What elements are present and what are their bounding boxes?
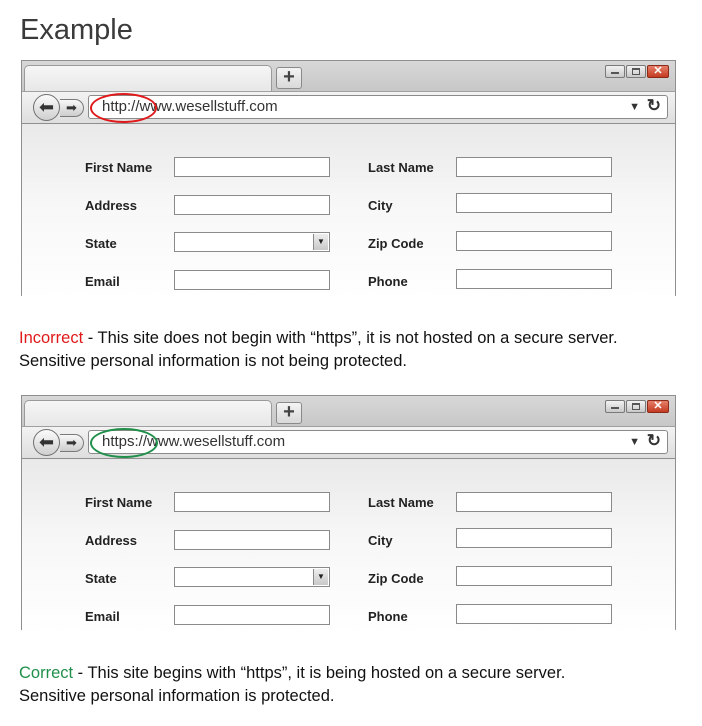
caption-text: - This site begins with “https”, it is being hosted on a secure server.	[73, 664, 566, 682]
zip-code-input[interactable]	[456, 566, 612, 586]
torn-edge	[21, 288, 676, 300]
phone-label: Phone	[368, 609, 408, 624]
chevron-down-icon[interactable]: ▼	[629, 101, 640, 113]
caption-text-2: Sensitive personal information is protected.	[19, 687, 335, 705]
minimize-button[interactable]	[605, 65, 625, 78]
caption-text: - This site does not begin with “https”, it is not hosted on a secure server.	[83, 329, 618, 347]
first-name-input[interactable]	[174, 492, 330, 512]
new-tab-button[interactable]: +	[276, 402, 302, 424]
maximize-icon	[632, 403, 640, 410]
back-button[interactable]	[33, 429, 60, 456]
phone-label: Phone	[368, 274, 408, 289]
last-name-input[interactable]	[456, 492, 612, 512]
forward-arrow-icon: ➡	[66, 435, 77, 450]
chevron-down-icon[interactable]: ▼	[313, 569, 328, 585]
back-arrow-icon: ⬅	[38, 97, 55, 117]
last-name-label: Last Name	[368, 160, 434, 175]
maximize-button[interactable]	[626, 65, 646, 78]
window-controls	[604, 400, 669, 413]
address-bar[interactable]	[88, 95, 668, 119]
protocol-highlight-circle	[90, 93, 157, 123]
address-input[interactable]	[174, 530, 330, 550]
phone-input[interactable]	[456, 269, 612, 289]
city-input[interactable]	[456, 193, 612, 213]
page-content	[21, 124, 676, 300]
page-content	[21, 459, 676, 635]
url-text: https://www.wesellstuff.com	[102, 433, 286, 450]
address-label: Address	[85, 198, 138, 213]
browser-tab[interactable]	[24, 400, 272, 428]
back-button[interactable]	[33, 94, 60, 121]
email-label: Email	[85, 609, 120, 624]
caption-incorrect	[19, 327, 689, 373]
status-correct: Correct	[19, 664, 74, 682]
phone-input[interactable]	[456, 604, 612, 624]
last-name-label: Last Name	[368, 495, 434, 510]
address-input[interactable]	[174, 195, 330, 215]
zip-code-label: Zip Code	[368, 236, 424, 251]
close-button[interactable]	[647, 65, 669, 78]
city-input[interactable]	[456, 528, 612, 548]
first-name-label: First Name	[85, 495, 153, 510]
email-input[interactable]	[174, 605, 330, 625]
reload-icon[interactable]: ↻	[646, 96, 661, 115]
chevron-down-icon[interactable]: ▼	[313, 234, 328, 250]
minimize-icon	[611, 407, 619, 409]
url-text: http://www.wesellstuff.com	[102, 98, 278, 115]
back-arrow-icon: ⬅	[38, 432, 55, 452]
forward-button[interactable]	[60, 99, 84, 117]
first-name-input[interactable]	[174, 157, 330, 177]
torn-edge	[21, 623, 676, 635]
state-select[interactable]	[174, 232, 330, 252]
window-controls	[604, 65, 669, 78]
maximize-icon	[632, 68, 640, 75]
email-input[interactable]	[174, 270, 330, 290]
chevron-down-icon[interactable]: ▼	[629, 436, 640, 448]
state-select[interactable]	[174, 567, 330, 587]
protocol-highlight-circle	[90, 428, 158, 458]
browser-tab[interactable]	[24, 65, 272, 93]
caption-text-2: Sensitive personal information is not being protected.	[19, 352, 407, 370]
state-label: State	[85, 236, 117, 251]
address-label: Address	[85, 533, 138, 548]
browser-window-correct	[21, 395, 676, 635]
forward-arrow-icon: ➡	[66, 100, 77, 115]
close-icon: ✕	[653, 65, 663, 77]
email-label: Email	[85, 274, 120, 289]
maximize-button[interactable]	[626, 400, 646, 413]
close-icon: ✕	[653, 400, 663, 412]
state-label: State	[85, 571, 117, 586]
reload-icon[interactable]: ↻	[646, 431, 661, 450]
navigation-bar	[21, 91, 676, 124]
zip-code-label: Zip Code	[368, 571, 424, 586]
first-name-label: First Name	[85, 160, 153, 175]
status-incorrect: Incorrect	[19, 329, 84, 347]
city-label: City	[368, 533, 393, 548]
forward-button[interactable]	[60, 434, 84, 452]
navigation-bar	[21, 426, 676, 459]
new-tab-button[interactable]: +	[276, 67, 302, 89]
zip-code-input[interactable]	[456, 231, 612, 251]
browser-window-incorrect	[21, 60, 676, 300]
minimize-button[interactable]	[605, 400, 625, 413]
address-bar[interactable]	[88, 430, 668, 454]
close-button[interactable]	[647, 400, 669, 413]
caption-correct	[19, 662, 689, 708]
minimize-icon	[611, 72, 619, 74]
city-label: City	[368, 198, 393, 213]
page-title: Example	[20, 14, 133, 46]
last-name-input[interactable]	[456, 157, 612, 177]
